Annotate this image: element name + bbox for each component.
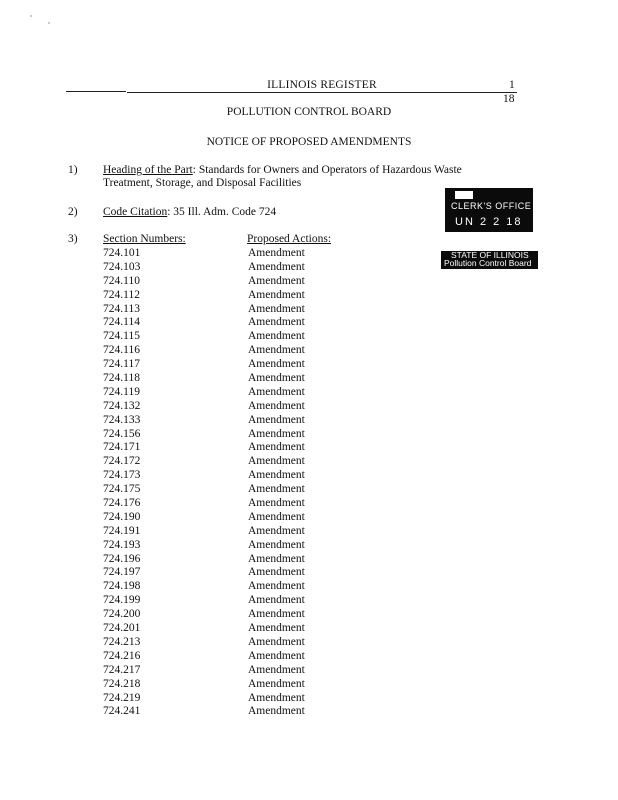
section-number: 724.218 — [103, 677, 141, 690]
proposed-action: Amendment — [248, 399, 305, 412]
section-row — [103, 497, 323, 511]
section-row — [103, 650, 323, 664]
section-row — [103, 386, 323, 400]
proposed-action: Amendment — [248, 552, 305, 565]
proposed-action: Amendment — [248, 705, 305, 718]
section-number: 724.213 — [103, 635, 141, 648]
section-row — [103, 580, 323, 594]
section-row — [103, 566, 323, 580]
header-rule-left — [66, 91, 126, 92]
state-board-stamp — [441, 251, 538, 269]
proposed-action: Amendment — [248, 566, 305, 579]
section-number: 724.241 — [103, 705, 141, 718]
proposed-action: Amendment — [248, 427, 305, 440]
section-row — [103, 344, 323, 358]
proposed-action: Amendment — [248, 677, 305, 690]
section-row — [103, 289, 323, 303]
section-number: 724.133 — [103, 413, 141, 426]
stamp-office-text: CLERK'S OFFICE — [451, 201, 532, 211]
item-3-number: 3) — [68, 233, 78, 245]
section-number: 724.191 — [103, 524, 141, 537]
proposed-action: Amendment — [248, 469, 305, 482]
page-number: 1 — [509, 79, 515, 91]
item-1-heading — [103, 164, 462, 176]
section-row — [103, 553, 323, 567]
section-number: 724.175 — [103, 483, 141, 496]
section-number: 724.216 — [103, 649, 141, 662]
section-row — [103, 275, 323, 289]
stamp-notch — [455, 191, 473, 199]
proposed-action: Amendment — [248, 594, 305, 607]
proposed-action: Amendment — [248, 344, 305, 357]
section-row — [103, 678, 323, 692]
section-row — [103, 414, 323, 428]
section-row — [103, 636, 323, 650]
section-number: 724.110 — [103, 274, 140, 287]
section-number: 724.171 — [103, 441, 141, 454]
proposed-action: Amendment — [248, 274, 305, 287]
section-number: 724.176 — [103, 497, 141, 510]
section-number: 724.217 — [103, 663, 141, 676]
proposed-action: Amendment — [248, 455, 305, 468]
proposed-action: Amendment — [248, 260, 305, 273]
section-row — [103, 330, 323, 344]
section-number: 724.172 — [103, 455, 141, 468]
section-number: 724.200 — [103, 608, 141, 621]
proposed-action: Amendment — [248, 649, 305, 662]
section-number: 724.197 — [103, 566, 141, 579]
item-2-number: 2) — [68, 206, 78, 218]
section-numbers-header: Section Numbers: — [103, 233, 186, 245]
section-row — [103, 428, 323, 442]
item-2-text: : 35 Ill. Adm. Code 724 — [167, 206, 277, 218]
section-number: 724.114 — [103, 316, 140, 329]
section-row — [103, 372, 323, 386]
section-number: 724.193 — [103, 538, 141, 551]
section-row — [103, 594, 323, 608]
section-number: 724.115 — [103, 330, 140, 343]
item-1-text: : Standards for Owners and Operators of Hazardous Waste — [192, 164, 462, 176]
section-number: 724.156 — [103, 427, 141, 440]
proposed-action: Amendment — [248, 691, 305, 704]
section-number: 724.113 — [103, 302, 140, 315]
proposed-action: Amendment — [248, 524, 305, 537]
section-row — [103, 261, 323, 275]
section-row — [103, 441, 323, 455]
proposed-action: Amendment — [248, 385, 305, 398]
section-row — [103, 247, 323, 261]
section-row — [103, 358, 323, 372]
proposed-action: Amendment — [248, 330, 305, 343]
section-row — [103, 692, 323, 706]
clerks-office-stamp — [445, 188, 533, 232]
proposed-action: Amendment — [248, 358, 305, 371]
stamp-state-text: STATE OF ILLINOIS — [451, 250, 529, 260]
proposed-action: Amendment — [248, 497, 305, 510]
section-row — [103, 303, 323, 317]
proposed-action: Amendment — [248, 316, 305, 329]
section-row — [103, 483, 323, 497]
proposed-action: Amendment — [248, 580, 305, 593]
section-number: 724.190 — [103, 510, 141, 523]
proposed-action: Amendment — [248, 510, 305, 523]
section-row — [103, 525, 323, 539]
proposed-action: Amendment — [248, 302, 305, 315]
section-row — [103, 622, 323, 636]
item-2-citation — [103, 206, 276, 218]
proposed-action: Amendment — [248, 538, 305, 551]
section-number: 724.116 — [103, 344, 140, 357]
notice-title: NOTICE OF PROPOSED AMENDMENTS — [206, 136, 412, 148]
proposed-action: Amendment — [248, 663, 305, 676]
section-number: 724.198 — [103, 580, 141, 593]
section-number: 724.173 — [103, 469, 141, 482]
section-row — [103, 469, 323, 483]
item-1-label: Heading of the Part — [103, 164, 193, 176]
stamp-date-text: UN 2 2 18 — [455, 216, 523, 228]
register-title: ILLINOIS REGISTER — [127, 79, 517, 93]
section-number: 724.118 — [103, 372, 140, 385]
section-row — [103, 664, 323, 678]
proposed-action: Amendment — [248, 441, 305, 454]
item-1-text-continued: Treatment, Storage, and Disposal Facilities — [103, 177, 302, 189]
section-row — [103, 511, 323, 525]
section-row — [103, 316, 323, 330]
section-number: 724.201 — [103, 622, 141, 635]
section-number: 724.196 — [103, 552, 141, 565]
section-number: 724.117 — [103, 358, 140, 371]
scan-speck — [48, 22, 50, 24]
proposed-action: Amendment — [248, 247, 305, 259]
proposed-action: Amendment — [248, 608, 305, 621]
scan-speck — [30, 15, 32, 17]
sections-list — [103, 247, 323, 719]
proposed-action: Amendment — [248, 622, 305, 635]
section-number: 724.112 — [103, 288, 140, 301]
section-number: 724.103 — [103, 260, 141, 273]
agency-name: POLLUTION CONTROL BOARD — [226, 106, 392, 118]
proposed-action: Amendment — [248, 288, 305, 301]
volume-number: 18 — [503, 93, 515, 105]
item-2-label: Code Citation — [103, 206, 168, 218]
section-row — [103, 455, 323, 469]
proposed-actions-header: Proposed Actions: — [247, 233, 332, 245]
stamp-board-text: Pollution Control Board — [444, 258, 532, 268]
section-number: 724.101 — [103, 247, 141, 259]
proposed-action: Amendment — [248, 372, 305, 385]
section-row — [103, 400, 323, 414]
section-number: 724.132 — [103, 399, 141, 412]
proposed-action: Amendment — [248, 635, 305, 648]
section-number: 724.119 — [103, 385, 140, 398]
section-row — [103, 608, 323, 622]
section-row — [103, 539, 323, 553]
section-number: 724.199 — [103, 594, 141, 607]
proposed-action: Amendment — [248, 483, 305, 496]
section-row — [103, 705, 323, 719]
section-number: 724.219 — [103, 691, 141, 704]
item-1-number: 1) — [68, 164, 78, 176]
proposed-action: Amendment — [248, 413, 305, 426]
